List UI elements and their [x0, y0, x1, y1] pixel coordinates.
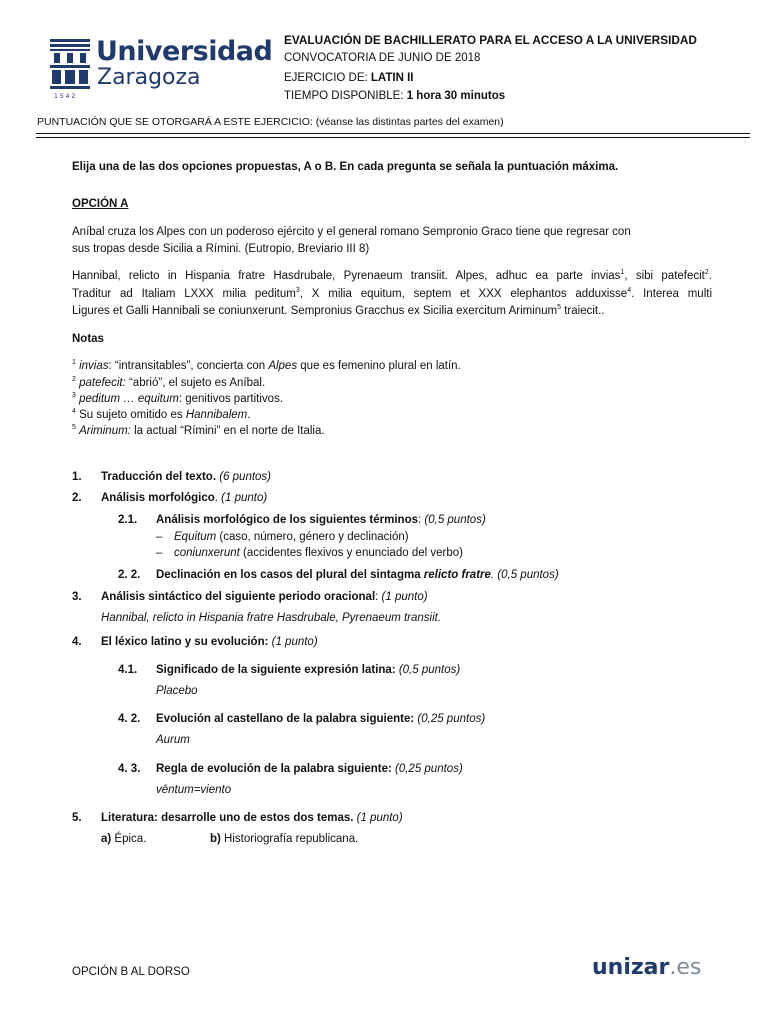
question-label: Declinación en los casos del plural del sintagma — [156, 569, 424, 581]
latin-text: Ligures et Galli Hannibali se coniunxerunt. Sempronius Gracchus ex Sicilia exercitum Ariminum — [72, 305, 558, 317]
footnote-ref: 4 — [627, 287, 632, 295]
question-punct: : — [375, 591, 379, 603]
note-text: que es femenino plural en latín. — [297, 360, 461, 372]
unizar-logo-suffix: .es — [669, 955, 702, 980]
question-points: (0,25 puntos) — [414, 713, 486, 725]
question-term: relicto fratre — [423, 569, 491, 581]
latin-text: Hannibal, relicto in Hispania fratre Hasdrubale, Pyrenaeum transiit. Alpes, adhuc ea parte invias — [72, 270, 621, 282]
latin-line-2 — [72, 286, 712, 303]
question-answer-word: vēntum=viento — [156, 784, 232, 796]
footnote-ref: 3 — [295, 287, 300, 295]
question-label: Evolución al castellano de la palabra siguiente: — [156, 713, 415, 725]
note-item — [72, 407, 250, 424]
question-number: 3. — [72, 591, 82, 603]
note-text: Su sujeto omitido es — [75, 409, 186, 421]
unizar-logo-main: unizar — [592, 955, 670, 980]
note-text: : genitivos partitivos. — [178, 393, 284, 405]
latin-line-1 — [72, 268, 712, 285]
question-text — [156, 662, 460, 679]
subject-value: LATIN II — [370, 72, 414, 84]
topic-letter: b) — [210, 833, 221, 845]
question-answer-word: Placebo — [156, 685, 198, 697]
subitem-term: coniunxerunt — [174, 547, 240, 559]
note-text: : “intransitables”, concierta con — [108, 360, 269, 372]
exam-title: EVALUACIÓN DE BACHILLERATO PARA EL ACCESO A LA UNIVERSIDAD — [284, 33, 697, 47]
question-points: (1 punto) — [217, 492, 268, 504]
latin-text: , sibi patefecit — [624, 270, 705, 282]
header-divider-top — [36, 133, 750, 134]
university-logo — [46, 38, 274, 104]
topic-option-a — [101, 831, 146, 848]
question-text — [101, 810, 403, 827]
note-number: 2 — [72, 376, 76, 384]
question-label: Regla de evolución de la palabra siguiente: — [156, 763, 392, 775]
note-term: Alpes — [268, 360, 298, 372]
note-item — [72, 358, 461, 375]
note-term: peditum … equitum — [79, 393, 179, 405]
exam-time — [284, 88, 505, 104]
note-text: . — [247, 409, 251, 421]
instructions: Elija una de las dos opciones propuestas, A o B. En cada pregunta se señala la puntuación máxima. — [72, 161, 619, 173]
exam-convocatoria: CONVOCATORIA DE JUNIO DE 2018 — [284, 52, 481, 64]
note-item — [72, 423, 325, 440]
question-number: 4. — [72, 636, 82, 648]
note-item — [72, 375, 265, 392]
dash-bullet: – — [156, 547, 163, 559]
question-points: (0,5 puntos) — [421, 514, 486, 526]
question-text — [156, 761, 463, 778]
topic-text: Historiografía republicana. — [220, 833, 359, 845]
topic-letter: a) — [101, 833, 112, 845]
exam-subject — [284, 70, 414, 86]
subitem-text — [174, 529, 409, 546]
option-a-title: OPCIÓN A — [72, 198, 129, 210]
question-number: 5. — [72, 812, 82, 824]
intro-line-2: sus tropas desde Sicilia a Rímini. (Eutropio, Breviario III 8) — [72, 243, 370, 255]
note-term: Ariminum: — [79, 425, 131, 437]
question-number: 2. — [72, 492, 82, 504]
question-label: Significado de la siguiente expresión latina: — [156, 664, 396, 676]
footnote-ref: 1 — [620, 269, 625, 277]
note-number: 5 — [72, 424, 76, 432]
time-label: TIEMPO DISPONIBLE: — [284, 90, 407, 102]
question-label: Análisis sintáctico del siguiente periodo oracional — [101, 591, 376, 603]
footnote-ref: 5 — [557, 304, 562, 312]
unizar-logo — [592, 955, 706, 985]
question-number: 4. 3. — [118, 763, 141, 775]
question-points: (0,5 puntos) — [395, 664, 461, 676]
intro-line-1: Aníbal cruza los Alpes con un poderoso ejército y el general romano Sempronio Graco tiene que regresar con — [72, 226, 631, 238]
footer-option-b-note: OPCIÓN B AL DORSO — [72, 966, 190, 978]
question-label: Análisis morfológico — [101, 492, 215, 504]
latin-text: . Interea multi — [631, 288, 713, 300]
question-number: 1. — [72, 471, 82, 483]
time-value: 1 hora 30 minutos — [406, 90, 506, 102]
logo-universidad-text: Universidad — [96, 36, 273, 67]
question-text — [156, 711, 485, 728]
question-text — [156, 567, 559, 584]
question-punct: : — [418, 514, 422, 526]
latin-text: . — [708, 270, 712, 282]
question-text — [156, 512, 486, 529]
question-number: 4. 2. — [118, 713, 141, 725]
footnote-ref: 2 — [704, 269, 709, 277]
question-points: (6 puntos) — [216, 471, 272, 483]
question-text — [101, 589, 428, 606]
note-term: invias — [79, 360, 109, 372]
note-item — [72, 391, 283, 408]
note-term: Hannibalem — [185, 409, 248, 421]
question-points: (0,25 puntos) — [391, 763, 463, 775]
latin-line-3 — [72, 303, 605, 320]
subitem-rest: (accidentes flexivos y enunciado del verbo) — [239, 547, 463, 559]
question-number: 2. 2. — [118, 569, 141, 581]
logo-year-text: 1542 — [54, 93, 78, 100]
latin-text: , X milia equitum, septem et XXX elephantos adduxisse — [299, 288, 628, 300]
latin-text: traiecit.. — [561, 305, 605, 317]
question-punct: . — [214, 492, 218, 504]
subitem-term: Equitum — [174, 531, 217, 543]
question-number: 4.1. — [118, 664, 138, 676]
question-points: (1 punto) — [353, 812, 403, 824]
question-answer-word: Aurum — [156, 734, 190, 746]
notes-title: Notas — [72, 333, 104, 345]
latin-text: Traditur ad Italiam LXXX milia peditum — [72, 288, 296, 300]
topic-option-b — [210, 831, 358, 848]
note-number: 1 — [72, 359, 76, 367]
question-label: Literatura: desarrolle uno de estos dos temas. — [101, 812, 354, 824]
subitem-text — [174, 545, 463, 562]
question-points: (1 punto) — [268, 636, 318, 648]
subject-label: EJERCICIO DE: — [284, 72, 371, 84]
note-number: 4 — [72, 408, 76, 416]
question-number: 2.1. — [118, 514, 138, 526]
question-points: (1 punto) — [378, 591, 428, 603]
question-3-sentence: Hannibal, relicto in Hispania fratre Hasdrubale, Pyrenaeum transiit. — [101, 612, 442, 624]
header-divider-bottom — [36, 137, 750, 138]
subitem-rest: (caso, número, género y declinación) — [216, 531, 409, 543]
question-points: . (0,5 puntos) — [490, 569, 559, 581]
note-text: “abrió”, el sujeto es Aníbal. — [125, 377, 266, 389]
question-text — [101, 490, 267, 507]
question-label: El léxico latino y su evolución: — [101, 636, 269, 648]
question-text — [101, 634, 318, 651]
dash-bullet: – — [156, 531, 163, 543]
question-text — [101, 469, 271, 486]
topic-text: Épica. — [111, 833, 147, 845]
question-label: Análisis morfológico de los siguientes términos — [156, 514, 418, 526]
logo-zaragoza-text: Zaragoza — [97, 65, 201, 90]
puntuacion-line: PUNTUACIÓN QUE SE OTORGARÁ A ESTE EJERCICIO: (véanse las distintas partes del examen) — [37, 116, 504, 128]
note-text: la actual “Rímini” en el norte de Italia. — [130, 425, 325, 437]
note-number: 3 — [72, 392, 76, 400]
note-term: patefecit: — [79, 377, 126, 389]
question-label: Traducción del texto. — [101, 471, 217, 483]
